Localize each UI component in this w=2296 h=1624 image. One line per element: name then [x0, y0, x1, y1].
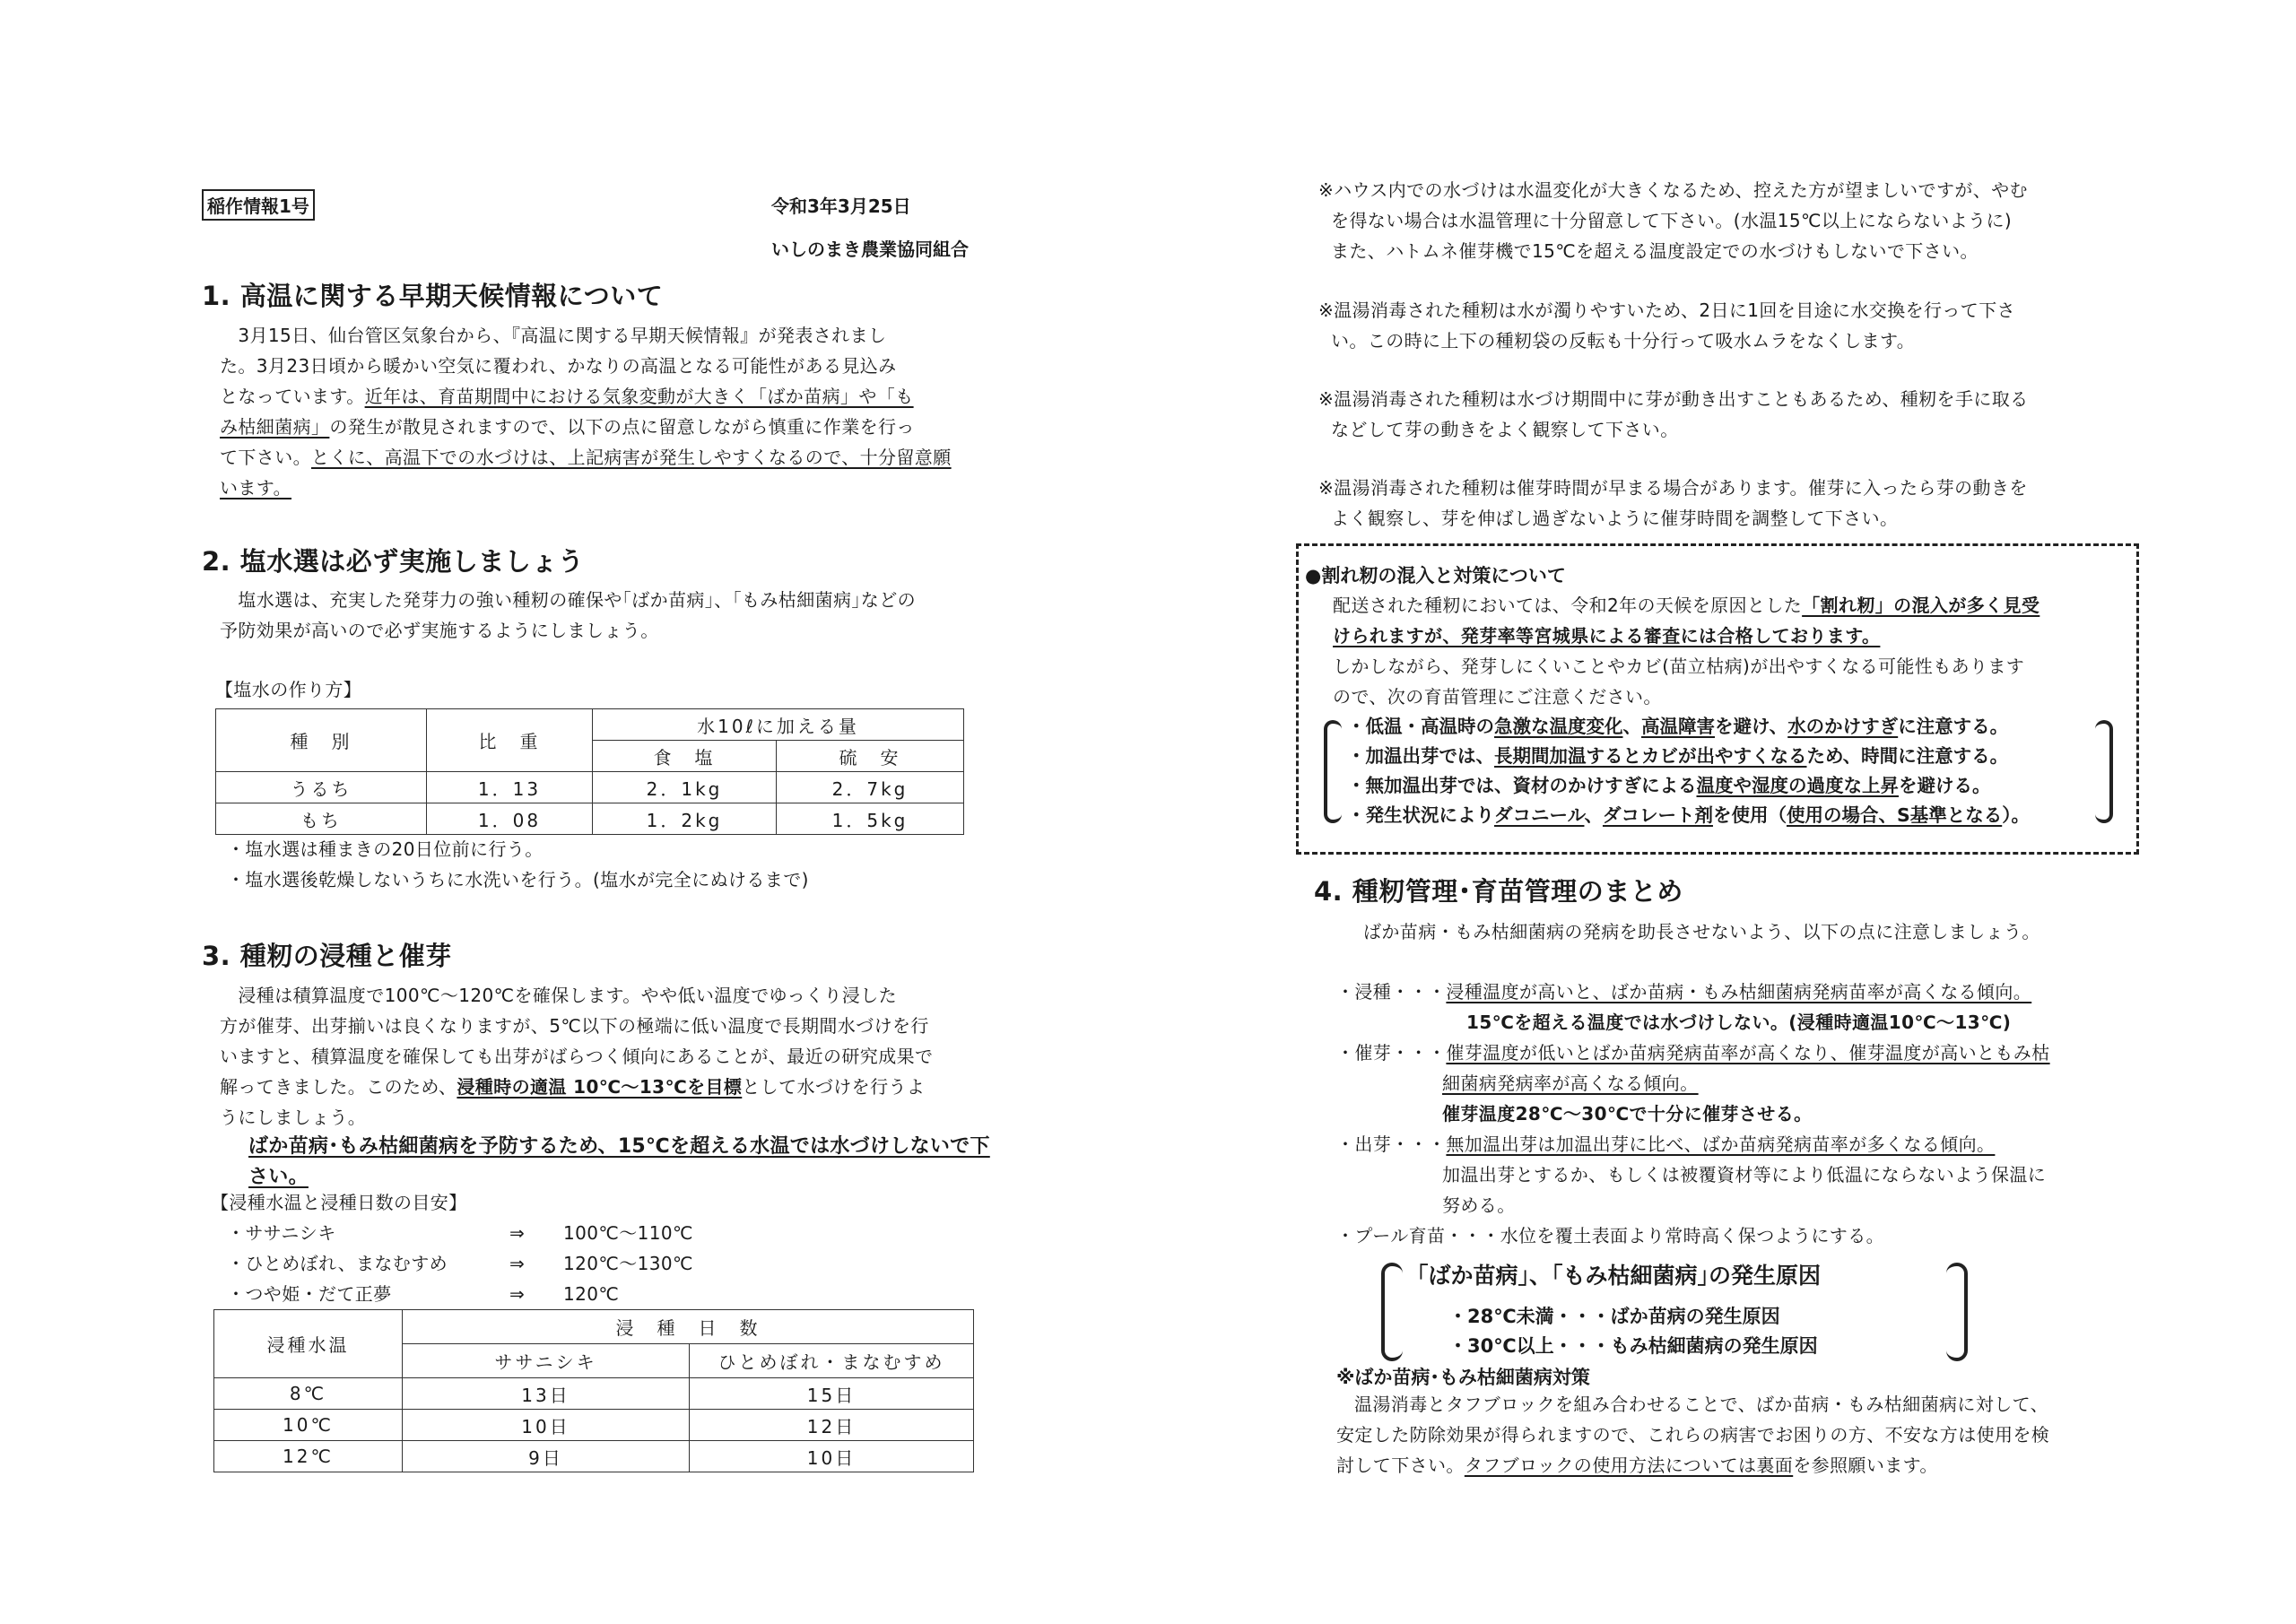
note-sprouting: ※温湯消毒された種籾は水づけ期間中に芽が動き出すこともあるため、種籾を手に取る などして芽の動きをよく観察して下さい。 [1318, 388, 2029, 440]
note-water-change: ※温湯消毒された種籾は水が濁りやすいため、2日に1回を目途に水交換を行って下さ い。この時に上下の種籾袋の反転も十分行って吸水ムラをなくします。 [1318, 300, 2016, 352]
note-germination-time: ※温湯消毒された種籾は催芽時間が早まる場合があります。催芽に入ったら芽の動きを よく観察し、芽を伸ばし過ぎないように催芽時間を調整して下さい。 [1318, 477, 2028, 529]
cracked-seed-title: ●割れ籾の混入と対策について [1305, 565, 1566, 586]
cause-title: ｢ばか苗病｣、｢もみ枯細菌病｣の発生原因 [1417, 1263, 1822, 1289]
left-bracket [1324, 720, 1342, 823]
right-bracket [2095, 720, 2113, 823]
section-4-title: 4. 種籾管理･育苗管理のまとめ [1314, 876, 1683, 907]
section-3-title: 3. 種籾の浸種と催芽 [202, 941, 452, 971]
s4-intro: ばか苗病・もみ枯細菌病の発病を助長させないよう、以下の点に注意しましょう。 [1363, 921, 2040, 942]
list-item: ・発生状況によりダコニール、ダコレート剤を使用（使用の場合、S基準となる）。 [1347, 804, 2030, 826]
s1-paragraph: 3月15日、仙台管区気象台から、『高温に関する早期天候情報』が発表されまし た。3月23日頃から暖かい空気に覆われ、かなりの高温となる可能性がある見込み となっています。近年は、育苗期間中における気象変動が大きく「ばか苗病」や「も み枯細菌病」の発生が散見されますので、以下の点に留意しながら慎重に作業を行っ て下さい。とくに、高温下での水づけは、上記病害が発生しやすくなるので、十分留意願 います。 [220, 325, 952, 499]
table-row: 12℃ 9日 10日 [214, 1441, 974, 1472]
s4-item-germination: ・催芽・・・催芽温度が低いとばか苗病発病苗率が高くなり、催芽温度が高いともみ枯 細菌病発病率が高くなる傾向。 催芽温度28℃〜30℃で十分に催芽させる。 [1336, 1042, 2050, 1125]
s4-item-emergence: ・出芽・・・無加温出芽は加温出芽に比べ、ばか苗病発病苗率が多くなる傾向。 加温出芽とするか、もしくは被覆資材等により低温にならないよう保温に 努める。 [1336, 1133, 2047, 1216]
issue-label: 稲作情報1号 [202, 189, 315, 221]
cracked-seed-bullets [1347, 712, 2030, 830]
cracked-seed-paragraph: 配送された種籾においては、令和2年の天候を原因とした「割れ籾」の混入が多く見受 けられますが、発芽率等宮城県による審査には合格しております。 しかしながら、発芽しにくいことやカビ(苗立枯病)が出やすくなる可能性もあります ので、次の育苗管理にご注意ください。 [1333, 595, 2040, 708]
s3-warning: ばか苗病･もみ枯細菌病を予防するため、15℃を超える水温では水づけしないで下 さい。 [248, 1135, 990, 1188]
list-item: ・30℃以上・・・もみ枯細菌病の発生原因 [1448, 1335, 1818, 1357]
list-item: ・加温出芽では、長期間加温するとカビが出やすくなるため、時間に注意する。 [1347, 745, 2009, 767]
measure-paragraph: 温湯消毒とタフブロックを組み合わせることで、ばか苗病・もみ枯細菌病に対して、 安定した防除効果が得られますので、これらの病害でお困りの方、不安な方は使用を検 討して下さい。タフブロックの使用方法については裏面を参照願います。 [1336, 1394, 2050, 1476]
list-item: ・つや姫・だて正夢 ⇒ 120℃ [227, 1283, 620, 1305]
soak-guide-title: 【浸種水温と浸種日数の目安】 [211, 1192, 467, 1213]
table-row: もち 1．08 1．2kg 1．5kg [216, 803, 964, 835]
cause-list [1448, 1302, 1818, 1361]
cause-right-bracket [1946, 1263, 1968, 1361]
section-2-title: 2. 塩水選は必ず実施しましょう [202, 546, 585, 577]
table-row: 8℃ 13日 15日 [214, 1378, 974, 1410]
s2-paragraph: 塩水選は、充実した発芽力の強い種籾の確保や｢ばか苗病｣、｢もみ枯細菌病｣などの 予防効果が高いので必ず実施するようにしましょう。 [220, 589, 916, 641]
list-item: ・ササニシキ ⇒ 100℃〜110℃ [227, 1222, 693, 1244]
brine-table: 種 別 比 重 水10ℓに加える量 食 塩 硫 安 うるち 1．13 2．1kg 2．7kg もち 1．08 1．2kg 1．5kg [215, 708, 964, 835]
section-1-title: 1. 高温に関する早期天候情報について [202, 281, 664, 311]
s3-paragraph: 浸種は積算温度で100℃〜120℃を確保します。やや低い温度でゆっくり浸した 方が催芽、出芽揃いは良くなりますが、5℃以下の極端に低い温度で長期間水づけを行 いますと、積算温度を確保しても出芽がばらつく傾向にあることが、最近の研究成果で 解ってきました。このため、浸種時の適温 10℃〜13℃を目標として水づけを行うよ うにしましょう。 [220, 985, 934, 1128]
list-item: ・無加温出芽では、資材のかけすぎによる温度や湿度の過度な上昇を避ける。 [1347, 775, 1991, 796]
table-row: 10℃ 10日 12日 [214, 1410, 974, 1441]
s4-item-soaking: ・浸種・・・浸種温度が高いと、ばか苗病・もみ枯細菌病発病苗率が高くなる傾向。 15℃を超える温度では水づけしない。(浸種時適温10℃〜13℃) [1336, 981, 2032, 1033]
list-item: ・ひとめぼれ、まなむすめ ⇒ 120℃〜130℃ [227, 1253, 693, 1274]
measure-title: ※ばか苗病･もみ枯細菌病対策 [1336, 1367, 1590, 1388]
issuer-org: いしのまき農業協同組合 [771, 239, 969, 260]
list-item: ・低温・高温時の急激な温度変化、高温障害を避け、水のかけすぎに注意する。 [1347, 716, 2009, 737]
brine-table-title: 【塩水の作り方】 [215, 679, 362, 700]
s4-item-pool: ・プール育苗・・・水位を覆土表面より常時高く保つようにする。 [1336, 1225, 1884, 1246]
note-house-soaking: ※ハウス内での水づけは水温変化が大きくなるため、控えた方が望ましいですが、やむ を得ない場合は水温管理に十分留意して下さい。(水温15℃以上にならないように) また、ハトムネ催芽機で15℃を超える温度設定での水づけもしないで下さい。 [1318, 179, 2028, 262]
list-item: ・28℃未満・・・ばか苗病の発生原因 [1448, 1306, 1780, 1327]
table-row: うるち 1．13 2．1kg 2．7kg [216, 772, 964, 803]
soak-guide-list [227, 1218, 693, 1309]
soak-days-table: 浸種水温 浸 種 日 数 ササニシキ ひとめぼれ・まなむすめ 8℃ 13日 15日 10℃ 10日 12日 12℃ 9日 10日 [213, 1309, 974, 1472]
cause-left-bracket [1381, 1263, 1403, 1361]
issue-date: 令和3年3月25日 [771, 195, 911, 217]
brine-notes: ・塩水選は種まきの20日位前に行う。 ・塩水選後乾燥しないうちに水洗いを行う。(塩水が完全にぬけるまで) [227, 838, 809, 890]
